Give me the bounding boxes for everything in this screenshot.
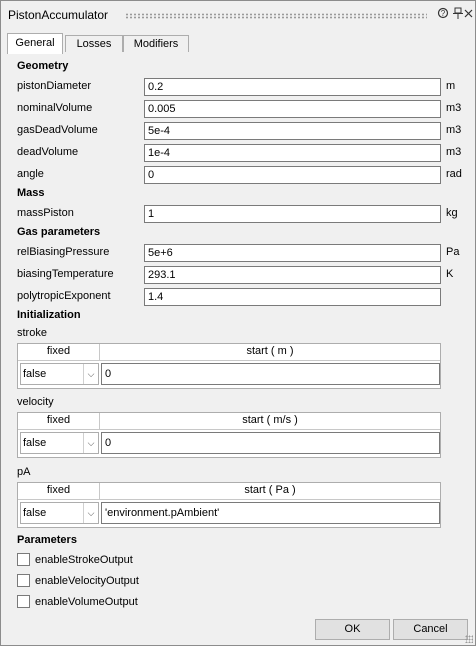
chevron-down-icon[interactable]: ⌵	[83, 503, 98, 523]
header-start: start ( m )	[100, 344, 440, 361]
table-velocity	[17, 412, 441, 458]
title-bar[interactable]	[1, 1, 475, 29]
unit-nominalVolume: m3	[446, 102, 462, 114]
input-velocity-start[interactable]: 0	[101, 432, 440, 454]
checkbox-enableVolumeOutput[interactable]	[17, 595, 30, 608]
header-fixed: fixed	[18, 413, 100, 430]
window-title: PistonAccumulator	[8, 8, 109, 22]
input-nominalVolume[interactable]: 0.005	[144, 100, 441, 118]
input-pistonDiameter[interactable]: 0.2	[144, 78, 441, 96]
input-relBiasingPressure[interactable]: 5e+6	[144, 244, 441, 262]
section-geometry: Geometry	[17, 60, 69, 72]
unit-deadVolume: m3	[446, 146, 462, 158]
header-start: start ( m/s )	[100, 413, 440, 430]
input-angle[interactable]: 0	[144, 166, 441, 184]
label-deadVolume: deadVolume	[17, 146, 79, 158]
unit-pistonDiameter: m	[446, 80, 456, 92]
unit-biasingTemperature: K	[446, 268, 454, 280]
unit-relBiasingPressure: Pa	[446, 246, 460, 258]
select-stroke-fixed-value: false	[23, 368, 47, 380]
header-fixed: fixed	[18, 344, 100, 361]
input-pA-start[interactable]: 'environment.pAmbient'	[101, 502, 440, 524]
table-stroke	[17, 343, 441, 389]
input-gasDeadVolume[interactable]: 5e-4	[144, 122, 441, 140]
select-velocity-fixed-value: false	[23, 437, 47, 449]
section-initialization: Initialization	[17, 309, 81, 321]
section-gas-parameters: Gas parameters	[17, 226, 101, 238]
input-stroke-start[interactable]: 0	[101, 363, 440, 385]
checkbox-enableStrokeOutput[interactable]	[17, 553, 30, 566]
label-enableVelocityOutput: enableVelocityOutput	[35, 575, 139, 587]
select-pA-fixed[interactable]	[20, 502, 99, 524]
gear-icon[interactable]	[437, 7, 449, 23]
label-velocity: velocity	[17, 396, 54, 408]
unit-gasDeadVolume: m3	[446, 124, 462, 136]
chevron-down-icon[interactable]: ⌵	[83, 364, 98, 384]
table-pA	[17, 482, 441, 528]
svg-text:?: ?	[440, 9, 446, 18]
select-pA-fixed-value: false	[23, 507, 47, 519]
chevron-down-icon[interactable]: ⌵	[83, 433, 98, 453]
input-massPiston[interactable]: 1	[144, 205, 441, 223]
label-gasDeadVolume: gasDeadVolume	[17, 124, 98, 136]
select-stroke-fixed[interactable]	[20, 363, 99, 385]
header-start: start ( Pa )	[100, 483, 440, 500]
unit-angle: rad	[446, 168, 462, 180]
input-polytropicExponent[interactable]: 1.4	[144, 288, 441, 306]
tab-modifiers[interactable]: Modifiers	[123, 35, 189, 52]
resize-grip[interactable]	[465, 635, 473, 643]
input-deadVolume[interactable]: 1e-4	[144, 144, 441, 162]
label-enableVolumeOutput: enableVolumeOutput	[35, 596, 138, 608]
label-pA: pA	[17, 466, 31, 478]
tab-general[interactable]: General	[7, 33, 63, 54]
checkbox-enableVelocityOutput[interactable]	[17, 574, 30, 587]
section-mass: Mass	[17, 187, 45, 199]
label-angle: angle	[17, 168, 44, 180]
drag-grip[interactable]	[125, 13, 427, 19]
input-biasingTemperature[interactable]: 293.1	[144, 266, 441, 284]
label-massPiston: massPiston	[17, 207, 74, 219]
unit-massPiston: kg	[446, 207, 458, 219]
close-icon[interactable]	[464, 7, 473, 23]
section-parameters: Parameters	[17, 534, 77, 546]
select-velocity-fixed[interactable]	[20, 432, 99, 454]
label-nominalVolume: nominalVolume	[17, 102, 93, 114]
label-pistonDiameter: pistonDiameter	[17, 80, 91, 92]
label-stroke: stroke	[17, 327, 47, 339]
pin-icon[interactable]	[453, 7, 463, 23]
label-relBiasingPressure: relBiasingPressure	[17, 246, 110, 258]
cancel-button[interactable]: Cancel	[393, 619, 468, 640]
label-biasingTemperature: biasingTemperature	[17, 268, 114, 280]
label-polytropicExponent: polytropicExponent	[17, 290, 111, 302]
label-enableStrokeOutput: enableStrokeOutput	[35, 554, 133, 566]
ok-button[interactable]: OK	[315, 619, 390, 640]
tab-losses[interactable]: Losses	[65, 35, 123, 52]
header-fixed: fixed	[18, 483, 100, 500]
